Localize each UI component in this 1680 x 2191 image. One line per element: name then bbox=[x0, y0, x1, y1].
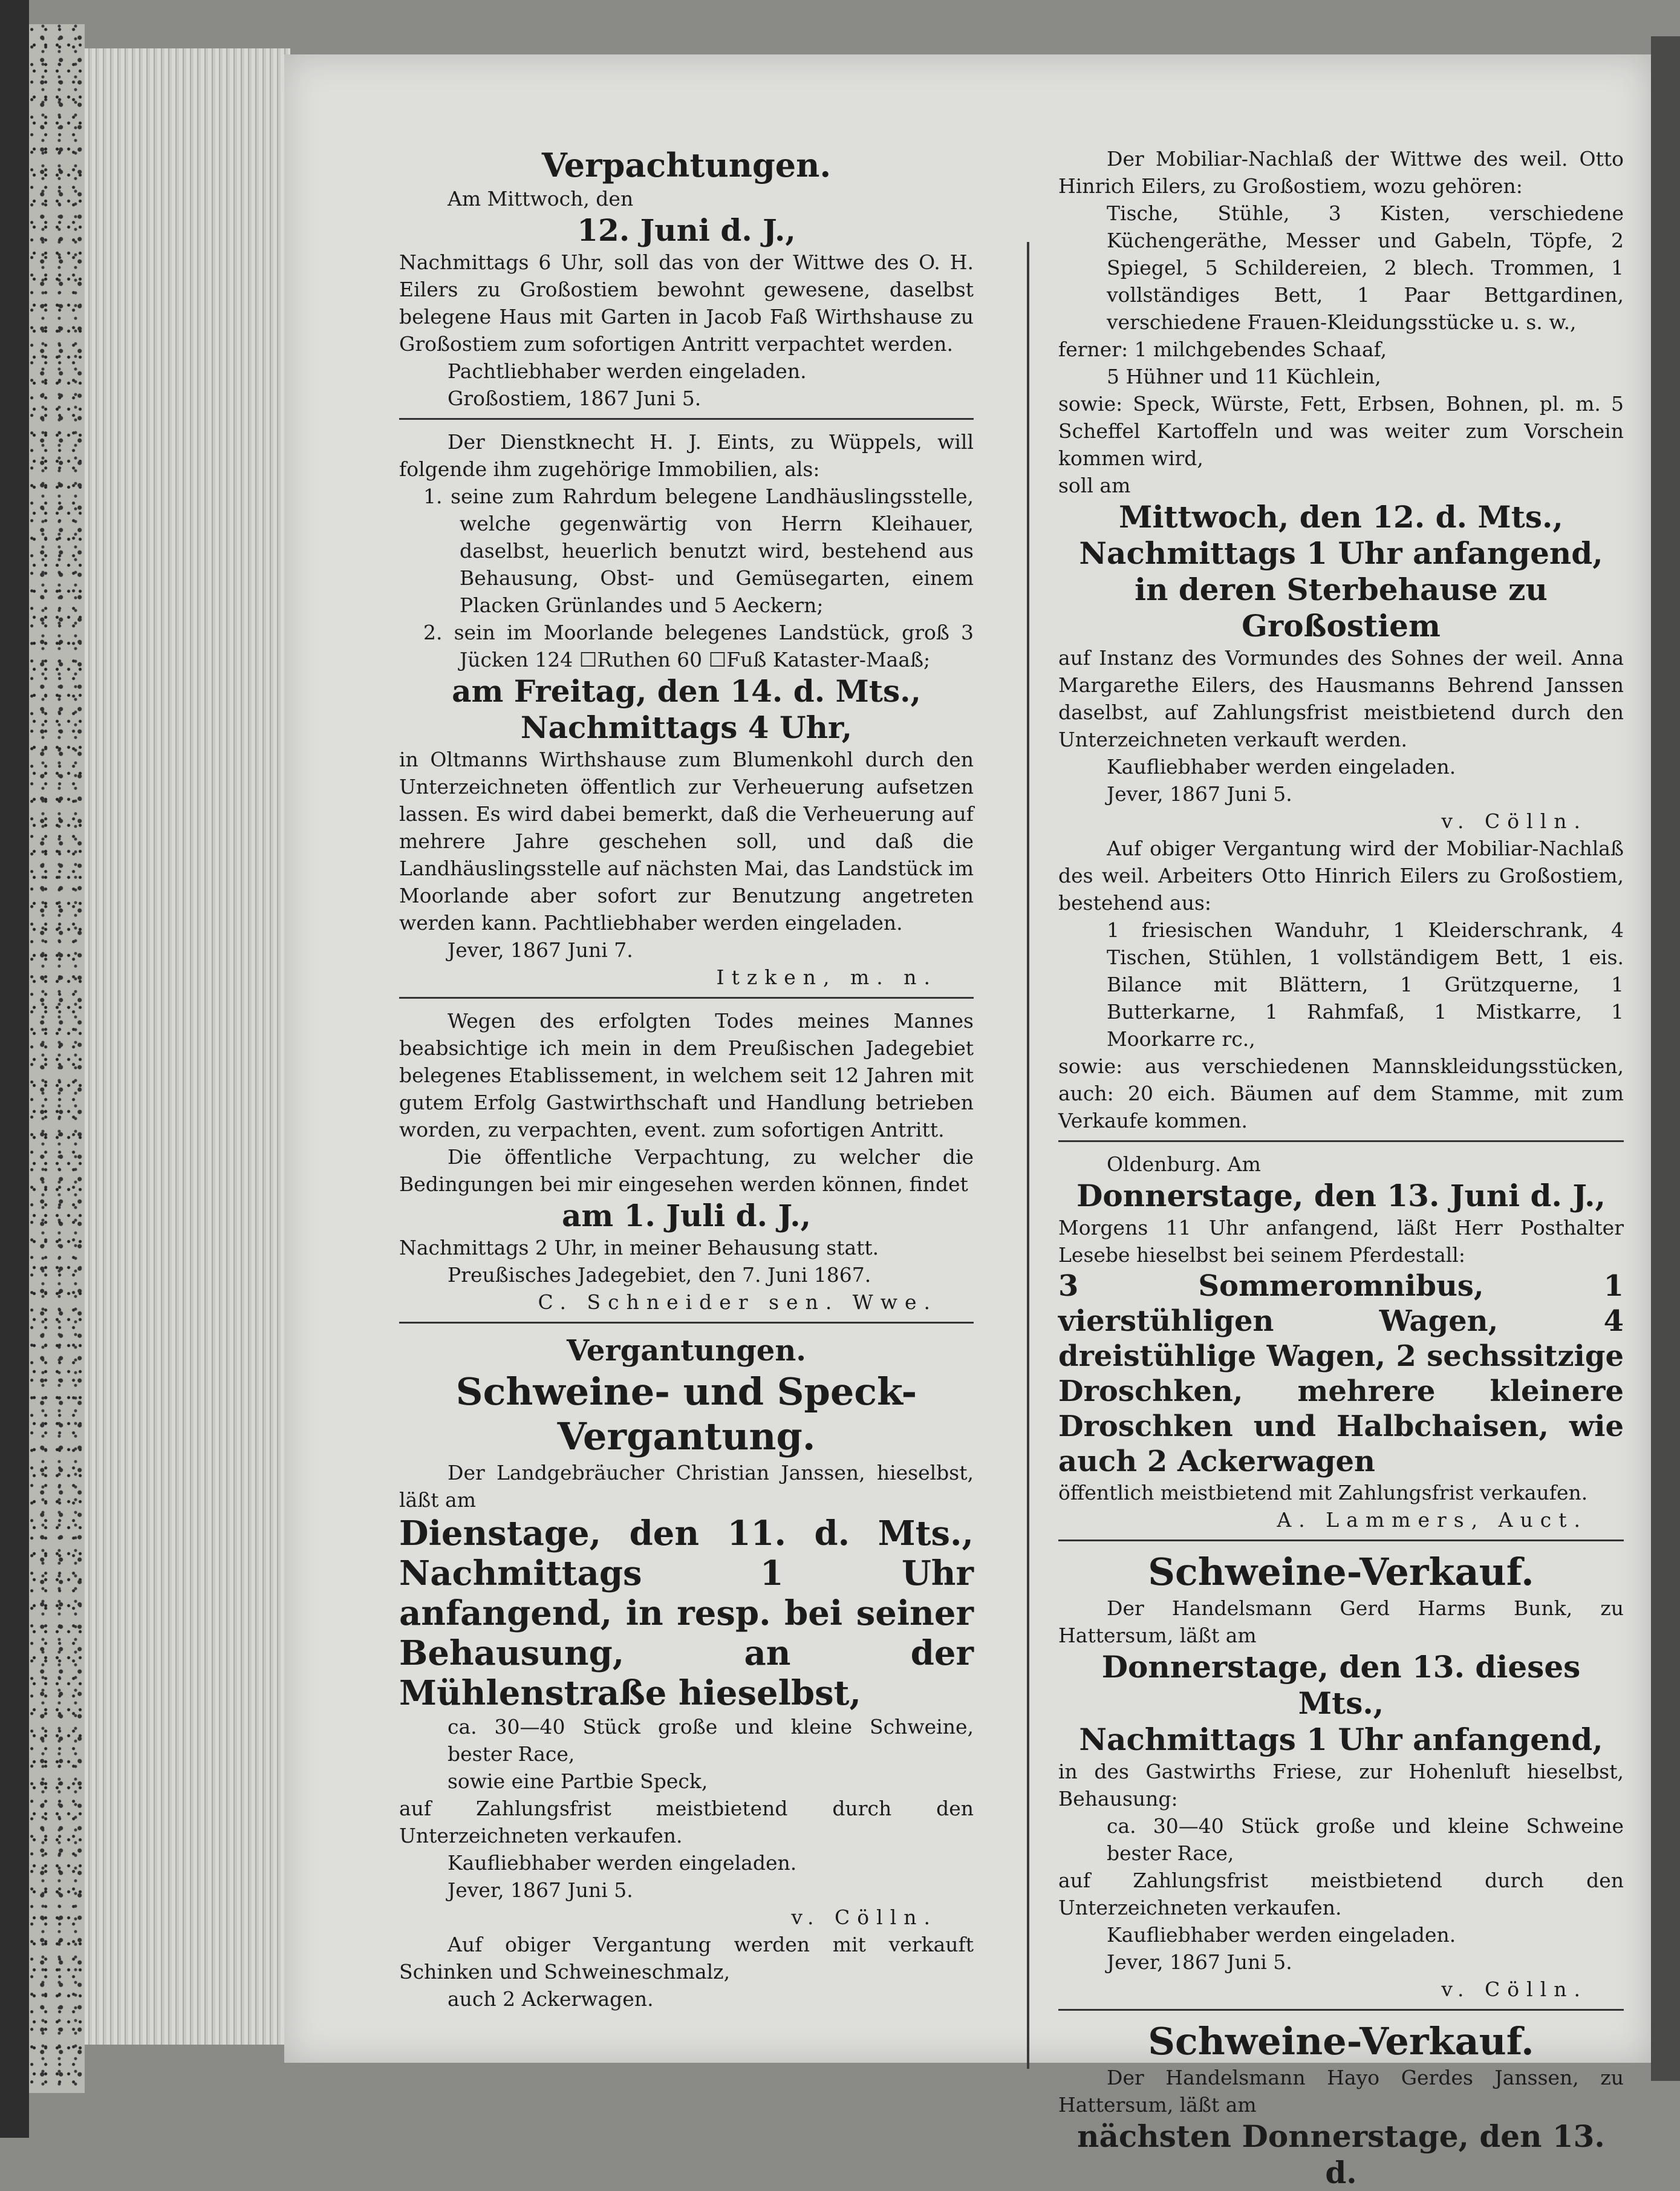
ad-body: auf Zahlungsfrist meistbietend durch den Unterzeichneten verkaufen. bbox=[1058, 1869, 1624, 1919]
ad-addendum: Auf obiger Vergantung wird der Mobiliar-Nachlaß des weil. Arbeiters Otto Hinrich Eilers zu Großostiem, bestehend aus: bbox=[1058, 837, 1624, 915]
ad-invite: Kaufliebhaber werden eingeladen. bbox=[1107, 755, 1456, 779]
ad-divider bbox=[1058, 1140, 1624, 1142]
section-heading: Vergantungen. bbox=[567, 1334, 806, 1368]
ad-invite: Kaufliebhaber werden eingeladen. bbox=[1107, 1923, 1456, 1947]
stacked-page-edges bbox=[85, 48, 290, 2045]
ad-heading: Schweine- und Speck- bbox=[455, 1370, 917, 1414]
ad-body: auf Zahlungsfrist meistbietend durch den Unterzeichneten verkaufen. bbox=[399, 1797, 974, 1847]
ad-time: Nachmittags 1 Uhr anfangend, bbox=[1079, 535, 1603, 571]
ad-intro: Der Landgebräucher Christian Janssen, hieselbst, läßt am bbox=[399, 1461, 974, 1512]
ad-place-date: Jever, 1867 Juni 5. bbox=[448, 1878, 633, 1902]
ad-item: Tische, Stühle, 3 Kisten, verschiedene Küchengeräthe, Messer und Gabeln, Töpfe, 2 Spiegel, 5 Schildereien, 2 blech. Trommen, 1 vollständiges Bett, 1 Paar Bettgardinen, verschiedene Frauen-Kleidungsstücke u. s. w., bbox=[1107, 201, 1624, 334]
ad-item: 1 friesischen Wanduhr, 1 Kleiderschrank, 4 Tischen, Stühlen, 1 vollständigem Bett, 1 eis. Bilance mit Blättern, 1 Grützquerne, 1 Butterkarne, 1 Rahmfaß, 1 Mistkarre, 1 Moorkarre rc., bbox=[1107, 918, 1624, 1051]
ad-date: 12. Juni d. J., bbox=[577, 212, 796, 248]
ad-place-date: Preußisches Jadegebiet, den 7. Juni 1867. bbox=[448, 1263, 871, 1287]
ad-janssen-schweine bbox=[1058, 2019, 1624, 2191]
ad-items: 3 Sommeromnibus, 1 vierstühligen Wagen, 4 dreistühlige Wagen, 2 sechssitzige Droschken, mehrere kleinere Droschken und Halbchaisen, wie auch 2 Ackerwagen bbox=[1058, 1269, 1624, 1478]
ad-body: Wegen des erfolgten Todes meines Mannes beabsichtige ich mein in dem Preußischen Jadegebiet belegenes Etablissement, in welchem seit 12 Jahren mit gutem Erfolg Gastwirthschaft und Handlung betrieben worden, zu verpachten, event. zum sofortigen Antritt. bbox=[399, 1009, 974, 1141]
ad-signature: v. Cölln. bbox=[791, 1905, 937, 1929]
ad-signature: v. Cölln. bbox=[1441, 1977, 1587, 2001]
ad-body: in Oltmanns Wirthshause zum Blumenkohl durch den Unterzeichneten öffentlich zur Verheuerung aufsetzen lassen. Es wird dabei bemerkt, daß die Verheuerung auf mehrere Jahre geschehen soll, und daß die Landhäuslingsstelle auf nächsten Mai, das Landstück im Moorlande aber sofort zur Benutzung angetreten werden kann. Pachtliebhaber werden eingeladen. bbox=[399, 748, 974, 935]
ad-item: 2. sein im Moorlande belegenes Landstück, groß 3 Jücken 124 ☐Ruthen 60 ☐Fuß Kataster-Maaß; bbox=[423, 621, 974, 671]
right-column bbox=[1058, 145, 1624, 2190]
ad-time: Nachmittags 1 Uhr anfangend, bbox=[1079, 1722, 1603, 1757]
ad-intro: Der Handelsmann Hayo Gerdes Janssen, zu Hattersum, läßt am bbox=[1058, 2066, 1624, 2117]
ad-divider bbox=[1058, 2009, 1624, 2011]
ad-heading: Schweine-Verkauf. bbox=[1148, 1550, 1534, 1594]
ad-item: 1. seine zum Rahrdum belegene Landhäuslingsstelle, welche gegenwärtig von Herrn Kleihauer, daselbst, heuerlich benutzt wird, bestehend aus Behausung, Obst- und Gemüsegarten, einem Placken Grünlandes und 5 Aeckern; bbox=[423, 485, 974, 617]
ad-item: sowie: Speck, Würste, Fett, Erbsen, Bohnen, pl. m. 5 Scheffel Kartoffeln und was weiter zum Vorschein kommen wird, bbox=[1058, 392, 1624, 470]
ad-body: Morgens 11 Uhr anfangend, läßt Herr Posthalter Lesebe hieselbst bei seinem Pferdestall: bbox=[1058, 1216, 1624, 1267]
ad-heading: Vergantung. bbox=[557, 1414, 816, 1458]
ad-signature: Itzken, m. n. bbox=[716, 965, 937, 989]
ad-eints-immobilien bbox=[399, 428, 974, 991]
ad-place-date: Großostiem, 1867 Juni 5. bbox=[448, 387, 702, 410]
ad-addendum: sowie: aus verschiedenen Mannskleidungsstücken, auch: 20 eich. Bäumen auf dem Stamme, mit zum Verkaufe kommen. bbox=[1058, 1054, 1624, 1132]
book-spine-shadow bbox=[0, 0, 29, 2138]
ad-item: ferner: 1 milchgebendes Schaaf, bbox=[1058, 338, 1387, 361]
ad-body: Nachmittags 6 Uhr, soll das von der Wittwe des O. H. Eilers zu Großostiem bewohnt gewesene, daselbst belegene Haus mit Garten in Jacob Faß Wirthshause zu Großostiem zum sofortigen Antritt verpachtet werden. bbox=[399, 250, 974, 356]
ad-item: ca. 30—40 Stück große und kleine Schweine, bester Race, bbox=[448, 1715, 974, 1766]
ad-invite: Pachtliebhaber werden eingeladen. bbox=[448, 359, 807, 383]
ad-signature: A. Lammers, Auct. bbox=[1277, 1508, 1587, 1532]
ad-intro: Der Mobiliar-Nachlaß der Wittwe des weil. Otto Hinrich Eilers, zu Großostiem, wozu gehören: bbox=[1058, 147, 1624, 198]
ad-bunk-schweine bbox=[1058, 1550, 1624, 2003]
ad-date: Donnerstage, den 13. Juni d. J., bbox=[1076, 1178, 1606, 1213]
ad-date: Mittwoch, den 12. d. Mts., bbox=[1119, 499, 1563, 535]
ad-place: in deren Sterbehause zu Großostiem bbox=[1135, 572, 1548, 644]
ad-date: am Freitag, den 14. d. Mts., bbox=[452, 673, 921, 709]
ad-signature: v. Cölln. bbox=[1441, 809, 1587, 833]
ad-schneider-etablissement bbox=[399, 1007, 974, 1316]
ad-item: sowie eine Partbie Speck, bbox=[448, 1769, 708, 1793]
ad-divider bbox=[1058, 1540, 1624, 1541]
ad-date-place: Dienstage, den 11. d. Mts., Nachmittags 1 Uhr anfangend, in resp. bei seiner Behausung, an der Mühlenstraße hieselbst, bbox=[399, 1513, 974, 1713]
ad-item: ca. 30—40 Stück große und kleine Schweine bester Race, bbox=[1107, 1814, 1624, 1865]
ad-body: Die öffentliche Verpachtung, zu welcher die Bedingungen bei mir eingesehen werden können, findet bbox=[399, 1145, 974, 1196]
ad-date: am 1. Juli d. J., bbox=[561, 1198, 812, 1233]
section-heading: Verpachtungen. bbox=[541, 146, 832, 184]
ad-time: Nachmittags 4 Uhr, bbox=[520, 710, 853, 745]
column-divider bbox=[1027, 242, 1029, 2069]
right-page-edge bbox=[1651, 36, 1680, 2081]
ad-eilers-mobiliar bbox=[1058, 145, 1624, 1134]
ad-date: Donnerstage, den 13. dieses Mts., bbox=[1101, 1649, 1581, 1721]
ad-invite: Kaufliebhaber werden eingeladen. bbox=[448, 1851, 797, 1875]
ad-addendum: Auf obiger Vergantung werden mit verkauft Schinken und Schweineschmalz, bbox=[399, 1933, 974, 1984]
ad-body: auf Instanz des Vormundes des Sohnes der weil. Anna Margarethe Eilers, des Hausmanns Behrend Janssen daselbst, auf Zahlungsfrist meistbietend durch den Unterzeichneten verkauft werden. bbox=[1058, 646, 1624, 751]
ad-place-date: Jever, 1867 Juni 5. bbox=[1107, 782, 1292, 806]
ad-signature: C. Schneider sen. Wwe. bbox=[538, 1290, 937, 1314]
ad-heading: Schweine-Verkauf. bbox=[1148, 2019, 1534, 2063]
ad-place-date: Jever, 1867 Juni 5. bbox=[1107, 1950, 1292, 1974]
ad-divider bbox=[399, 1322, 974, 1324]
ad-place: in des Gastwirths Friese, zur Hohenluft hieselbst, Behausung: bbox=[1058, 1760, 1624, 1811]
ad-addendum: auch 2 Ackerwagen. bbox=[448, 1987, 654, 2011]
ad-body: Nachmittags 2 Uhr, in meiner Behausung statt. bbox=[399, 1236, 879, 1259]
ad-verpachtung-eilers bbox=[399, 145, 974, 412]
left-column bbox=[399, 145, 974, 2011]
ad-intro: soll am bbox=[1058, 474, 1131, 497]
ad-intro: Der Handelsmann Gerd Harms Bunk, zu Hattersum, läßt am bbox=[1058, 1596, 1624, 1647]
ad-intro: Der Dienstknecht H. J. Eints, zu Wüppels, will folgende ihm zugehörige Immobilien, als: bbox=[399, 430, 974, 481]
ad-place-date: Jever, 1867 Juni 7. bbox=[448, 938, 633, 962]
ad-date: nächsten Donnerstage, den 13. d. bbox=[1077, 2118, 1605, 2190]
ad-divider bbox=[399, 997, 974, 999]
ad-divider bbox=[399, 418, 974, 420]
ad-item: 5 Hühner und 11 Küchlein, bbox=[1107, 365, 1381, 388]
ad-body: öffentlich meistbietend mit Zahlungsfrist verkaufen. bbox=[1058, 1481, 1588, 1504]
ad-intro: Am Mittwoch, den bbox=[448, 187, 634, 211]
ad-intro: Oldenburg. Am bbox=[1107, 1152, 1261, 1176]
ad-lesebe-wagen bbox=[1058, 1151, 1624, 1533]
book-edge-speckle bbox=[29, 24, 85, 2093]
ad-janssen-schweine-speck bbox=[399, 1332, 974, 2013]
